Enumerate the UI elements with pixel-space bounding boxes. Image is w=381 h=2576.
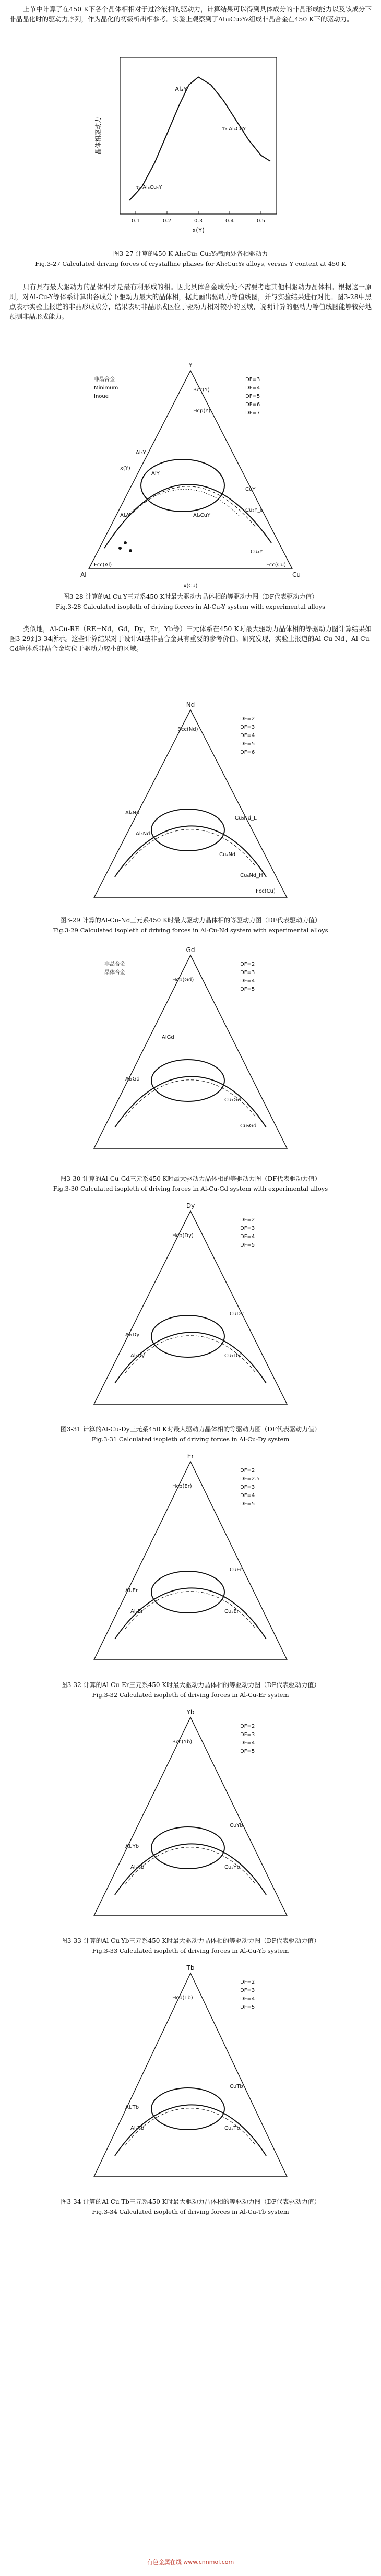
- axis-bottom: x(Cu): [183, 583, 198, 589]
- svg-text:CuEr: CuEr: [230, 1567, 242, 1573]
- svg-text:DF=5: DF=5: [240, 741, 255, 747]
- svg-text:Fcc(Cu): Fcc(Cu): [256, 888, 276, 894]
- svg-text:Al₂Dy: Al₂Dy: [125, 1332, 140, 1338]
- svg-text:DF=4: DF=4: [240, 1493, 255, 1499]
- svg-text:DF=5: DF=5: [240, 1501, 255, 1507]
- legend-5: DF=7: [245, 410, 260, 416]
- document-page: 上节中计算了在450 K下各个晶体相相对于过冷液相的驱动力，计算结果可以得到具体成分的非晶形成能力以及该成分下非晶晶化时的驱动力序列，作为晶化的初级析出相参考。实验上观察到了Al₁₀Cu₂Y₆组成非晶合金在450 K下的驱动力。 0.1 0.2 0.3 0.4 0.5 Al₄Y τ₂ Al₄CuY τ₁ Al₈Cu₄Y x(Y) 晶体相驱动力 图3-27 计算的450 K Al₁₀Cu₂-Cu₂Y₆截面处各相驱动力 Fig.3-27 Calculated driving forces of crystalline phases for Al₁₀Cu₂Y₆ alloys, versus Y content at 450 K 只有具有最大驱动力的晶体相才是最有利形成的相。因此具体合金成分处不需要考虑其他相驱动力晶体相。根据这一原则，对Al-Cu-Y等体系计算出各成分下驱动力最大的晶体相，据此画出驱动力等值线图，并与实验结果进行对比。图3-28中黑点表示实验上报道的非晶形成成分，结果表明非晶形成区位于驱动力相对较小的区域，说明计算的驱动力等值线图能够较好地预测非晶形成能力。 Y Al Cu Bcc(Y) Hcp(Y) CuY Cu₂Y_L Al₃Y AlY Al₂Y Al₂CuY Cu₄Y Fcc(Al) Fcc(Cu) x(Cu) x(Y) DF=3 DF=4 DF=5 DF=6 DF=7 非晶合金 Minimum Inoue 图3-28 计算的Al-Cu-Y三元系450 K时最大驱动力晶体相的等驱动力图（DF代表驱动力值） Fig.3-28 Calculated isopleth of driving forces in Al-Cu-Y system with experimental alloys 类似地，Al-Cu-RE（RE=Nd，Gd，Dy，Er，Yb等）三元体系在450 K时最大驱动力晶体相的等驱动力图计算结果如图3-29到3-34所示。这些计算结果对于设计Al基非晶合金具有重要的参考价值。研究发现，实验上报道的Al-Cu-Nd、Al-Cu-Gd等体系非晶合金均位于驱动力较小的区域。 Nd Bcc(Nd) Al₄Nd Al₃Nd Cu₅Nd_L Cu₄Nd Cu₆Nd_H Fcc(Cu) DF=2 DF=3 DF=4 DF=5 DF=6 图3-29 计算的Al-Cu-Nd三元系450 K时最大驱动力晶体相的等驱动力图（DF代表驱动力值） Fig.3-29 Calculated isopleth of driving forces in Al-Cu-Nd system with experimental alloys Gd Hcp(Gd) Al₂Gd Cu₂Gd Cu₅Gd AlGd DF=2 DF=3 DF=4 DF=5 非晶合金 晶体合金 图3-30 计算的Al-Cu-Gd三元系450 K时最大驱动力晶体相的等驱动力图（DF代表驱动力值） Fig.3-30 Calculated isopleth of driving forces in Al-Cu-Gd system with experimental alloys Dy Hcp(Dy) CuDy Cu₂Dy Al₂Dy Al₃Dy DF=2 DF=3 DF=4 DF=5 图3-31 计算的Al-Cu-Dy三元系450 K时最大驱动力晶体相的等驱动力图（DF代表驱动力值） Fig.3-31 Calculated isopleth of driving forces in Al-Cu-Dy system Er Hcp(Er) CuEr Cu₂Er Al₂Er Al₃Er DF=2 DF=2.5 DF=3 DF=4 DF=5 图3-32 计算的Al-Cu-Er三元系450 K时最大驱动力晶体相的等驱动力图（DF代表驱动力值） Fig.3-32 Calculated isopleth of driving forces in Al-Cu-Er system Yb Bcc(Yb) CuYb Cu₂Yb Al₂Yb Al₃Yb DF=2 DF=3 DF=4 DF=5 图3-33 计算的Al-Cu-Yb三元系450 K时最大驱动力晶体相的等驱动力图（DF代表驱动力值） Fig.3-33 Calculated isopleth of driving forces in Al-Cu-Yb system Tb Hcp(Tb) CuTb Cu₂Tb Al₂Tb Al₃Tb DF=2 DF=3 DF=4 DF=5 图3-34 计算的Al-Cu-Tb三元系450 K时最大驱动力晶体相的等驱动力图（DF代表驱动力值） Fig.3-34 Calculated isopleth of driving forces in Al-Cu-Tb system 有色金属在线 www.cnnmol.com: [0, 0, 381, 2576]
- svg-text:DF=2: DF=2: [240, 1217, 255, 1223]
- svg-text:Cu₆Nd_H: Cu₆Nd_H: [240, 873, 263, 879]
- figure-3-31: [84, 1201, 297, 1420]
- label-al2y: Al₂Y: [120, 513, 130, 518]
- legend-2: DF=4: [245, 385, 260, 391]
- fig28-caption-en: Fig.3-28 Calculated isopleth of driving forces in Al-Cu-Y system with experimental alloys: [55, 603, 326, 610]
- svg-text:Cu₂Gd: Cu₂Gd: [224, 1097, 241, 1103]
- legend-4: DF=6: [245, 402, 260, 408]
- x-tick-label: 0.3: [194, 218, 203, 224]
- vertex-top: Y: [188, 362, 193, 369]
- svg-text:DF=4: DF=4: [240, 1996, 255, 2002]
- svg-text:Al₄Nd: Al₄Nd: [125, 810, 140, 816]
- svg-text:DF=4: DF=4: [240, 1234, 255, 1240]
- svg-text:Dy: Dy: [186, 1202, 195, 1209]
- marker-label-2: Minimum: [94, 385, 118, 391]
- figure-3-33: [84, 1707, 297, 1931]
- label-cu2y: Cu₂Y_L: [245, 507, 264, 513]
- axis-left: x(Y): [120, 466, 130, 471]
- figure-3-29: [84, 699, 297, 913]
- fig27-caption-en: Fig.3-27 Calculated driving forces of crystalline phases for Al₁₀Cu₂Y₆ alloys, versus Y content at 450 K: [35, 260, 346, 267]
- svg-text:Al₃Yb: Al₃Yb: [130, 1865, 145, 1870]
- svg-text:Al₂Yb: Al₂Yb: [125, 1844, 139, 1849]
- legend-1: DF=3: [245, 377, 260, 383]
- label-cu4y: Cu₄Y: [251, 549, 263, 555]
- paragraph-2: 只有具有最大驱动力的晶体相才是最有利形成的相。因此具体合金成分处不需要考虑其他相驱动力晶体相。根据这一原则，对Al-Cu-Y等体系计算出各成分下驱动力最大的晶体相，据此画出驱动力等值线图，并与实验结果进行对比。图3-28中黑点表示实验上报道的非晶形成成分，结果表明非晶形成区位于驱动力相对较小的区域，说明计算的驱动力等值线图能够较好地预测非晶形成能力。: [9, 283, 372, 320]
- svg-text:Cu₂Dy: Cu₂Dy: [224, 1353, 241, 1359]
- label-al2cuy: Al₂CuY: [193, 513, 211, 518]
- svg-text:CuYb: CuYb: [230, 1823, 243, 1829]
- svg-text:DF=5: DF=5: [240, 1749, 255, 1754]
- svg-text:非晶合金: 非晶合金: [104, 961, 125, 967]
- svg-text:Cu₅Nd_L: Cu₅Nd_L: [235, 815, 257, 821]
- svg-text:Gd: Gd: [186, 946, 195, 954]
- figure-3-27: [89, 52, 292, 245]
- x-tick-label: 0.5: [257, 218, 265, 224]
- paragraph-3: 类似地，Al-Cu-RE（RE=Nd，Gd，Dy，Er，Yb等）三元体系在450 K时最大驱动力晶体相的等驱动力图计算结果如图3-29到3-34所示。这些计算结果对于设计Al基非晶合金具有重要的参考价值。研究发现，实验上报道的Al-Cu-Nd、Al-Cu-Gd等体系非晶合金均位于驱动力较小的区域。: [9, 625, 372, 652]
- svg-text:Al₂Er: Al₂Er: [125, 1588, 138, 1594]
- svg-text:Al₃Nd: Al₃Nd: [136, 831, 150, 837]
- label-tau1: τ₁ Al₈Cu₄Y: [136, 185, 162, 191]
- svg-text:DF=5: DF=5: [240, 987, 255, 992]
- svg-text:Hcp(Dy): Hcp(Dy): [172, 1233, 194, 1239]
- svg-text:Hcp(Tb): Hcp(Tb): [172, 1995, 193, 2001]
- label-hcp-y: Hcp(Y): [193, 408, 211, 414]
- label-aly: AlY: [151, 471, 160, 477]
- svg-text:DF=3: DF=3: [240, 1988, 255, 1993]
- svg-text:Cu₂Er: Cu₂Er: [224, 1609, 239, 1615]
- chart-frame: [120, 57, 277, 214]
- svg-text:DF=4: DF=4: [240, 1740, 255, 1746]
- svg-text:DF=4: DF=4: [240, 733, 255, 739]
- svg-text:DF=3: DF=3: [240, 1226, 255, 1231]
- x-tick-label: 0.2: [163, 218, 171, 224]
- svg-text:Hcp(Er): Hcp(Er): [172, 1483, 192, 1489]
- x-tick-label: 0.4: [225, 218, 234, 224]
- svg-text:Tb: Tb: [186, 1964, 195, 1972]
- label-fcc-cu: Fcc(Cu): [266, 562, 286, 568]
- label-tau2: τ₂ Al₄CuY: [222, 126, 246, 132]
- svg-text:Hcp(Gd): Hcp(Gd): [172, 977, 194, 983]
- svg-text:Cu₄Nd: Cu₄Nd: [219, 852, 236, 858]
- label-fcc-al: Fcc(Al): [94, 562, 112, 568]
- figure-3-30: [84, 945, 297, 1164]
- fig28-caption-cn: 图3-28 计算的Al-Cu-Y三元系450 K时最大驱动力晶体相的等驱动力图（DF代表驱动力值）: [63, 593, 318, 600]
- vertex-right: Cu: [292, 571, 301, 578]
- fig27-caption-cn: 图3-27 计算的450 K Al₁₀Cu₂-Cu₂Y₆截面处各相驱动力: [113, 250, 268, 257]
- svg-text:DF=5: DF=5: [240, 1242, 255, 1248]
- label-bcc-y: Bcc(Y): [193, 387, 210, 393]
- svg-text:DF=3: DF=3: [240, 1485, 255, 1490]
- vertex-left: Al: [80, 571, 87, 578]
- svg-text:Bcc(Nd): Bcc(Nd): [177, 727, 198, 732]
- svg-text:Cu₅Gd: Cu₅Gd: [240, 1123, 257, 1129]
- svg-text:DF=6: DF=6: [240, 750, 255, 755]
- svg-text:Cu₂Tb: Cu₂Tb: [224, 2126, 240, 2131]
- svg-text:DF=5: DF=5: [240, 2004, 255, 2010]
- svg-text:AlGd: AlGd: [162, 1035, 174, 1040]
- svg-text:DF=2: DF=2: [240, 716, 255, 722]
- svg-text:Al₃Dy: Al₃Dy: [130, 1353, 145, 1359]
- svg-text:DF=2: DF=2: [240, 1468, 255, 1474]
- driving-force-curve: [129, 77, 270, 200]
- svg-text:Cu₂Yb: Cu₂Yb: [224, 1865, 240, 1870]
- figure-3-34: [84, 1963, 297, 2192]
- ternary-al-cu-y: [73, 360, 308, 590]
- svg-text:Bcc(Yb): Bcc(Yb): [172, 1739, 193, 1745]
- svg-text:Yb: Yb: [186, 1708, 195, 1716]
- svg-text:DF=2: DF=2: [240, 1979, 255, 1985]
- svg-text:CuTb: CuTb: [230, 2084, 243, 2090]
- label-al3y: Al₃Y: [136, 450, 146, 456]
- x-axis-label: x(Y): [192, 227, 205, 234]
- label-cuy: CuY: [245, 486, 256, 492]
- figure-3-28: [73, 360, 308, 590]
- svg-text:DF=3: DF=3: [240, 725, 255, 730]
- svg-text:DF=2: DF=2: [240, 1724, 255, 1729]
- svg-text:Al₃Tb: Al₃Tb: [130, 2126, 145, 2131]
- svg-text:DF=4: DF=4: [240, 978, 255, 984]
- y-axis-label: 晶体相驱动力: [94, 116, 102, 155]
- svg-text:Er: Er: [187, 1453, 194, 1460]
- svg-text:Al₃Er: Al₃Er: [130, 1609, 144, 1615]
- driving-force-line-chart: [89, 52, 292, 245]
- marker-label-1: 非晶合金: [94, 377, 115, 383]
- svg-text:Al₂Tb: Al₂Tb: [125, 2105, 139, 2110]
- svg-text:CuDy: CuDy: [230, 1311, 244, 1317]
- svg-text:Al₂Gd: Al₂Gd: [125, 1076, 140, 1082]
- watermark: 有色金属在线 www.cnnmol.com: [147, 2559, 234, 2566]
- svg-text:DF=2: DF=2: [240, 961, 255, 967]
- svg-text:Nd: Nd: [186, 701, 195, 708]
- figure-3-32: [84, 1451, 297, 1676]
- x-tick-label: 0.1: [132, 218, 140, 224]
- intro-paragraph: 上节中计算了在450 K下各个晶体相相对于过冷液相的驱动力，计算结果可以得到具体成分的非晶形成能力以及该成分下非晶晶化时的驱动力序列，作为晶化的初级析出相参考。实验上观察到了Al₁₀Cu₂Y₆组成非晶合金在450 K下的驱动力。: [9, 5, 372, 23]
- svg-text:晶体合金: 晶体合金: [104, 970, 125, 976]
- marker-label-3: Inoue: [94, 394, 109, 399]
- svg-text:DF=3: DF=3: [240, 970, 255, 976]
- legend-3: DF=5: [245, 394, 260, 399]
- svg-text:DF=3: DF=3: [240, 1732, 255, 1738]
- label-al4y: Al₄Y: [175, 86, 187, 93]
- svg-text:DF=2.5: DF=2.5: [240, 1476, 260, 1482]
